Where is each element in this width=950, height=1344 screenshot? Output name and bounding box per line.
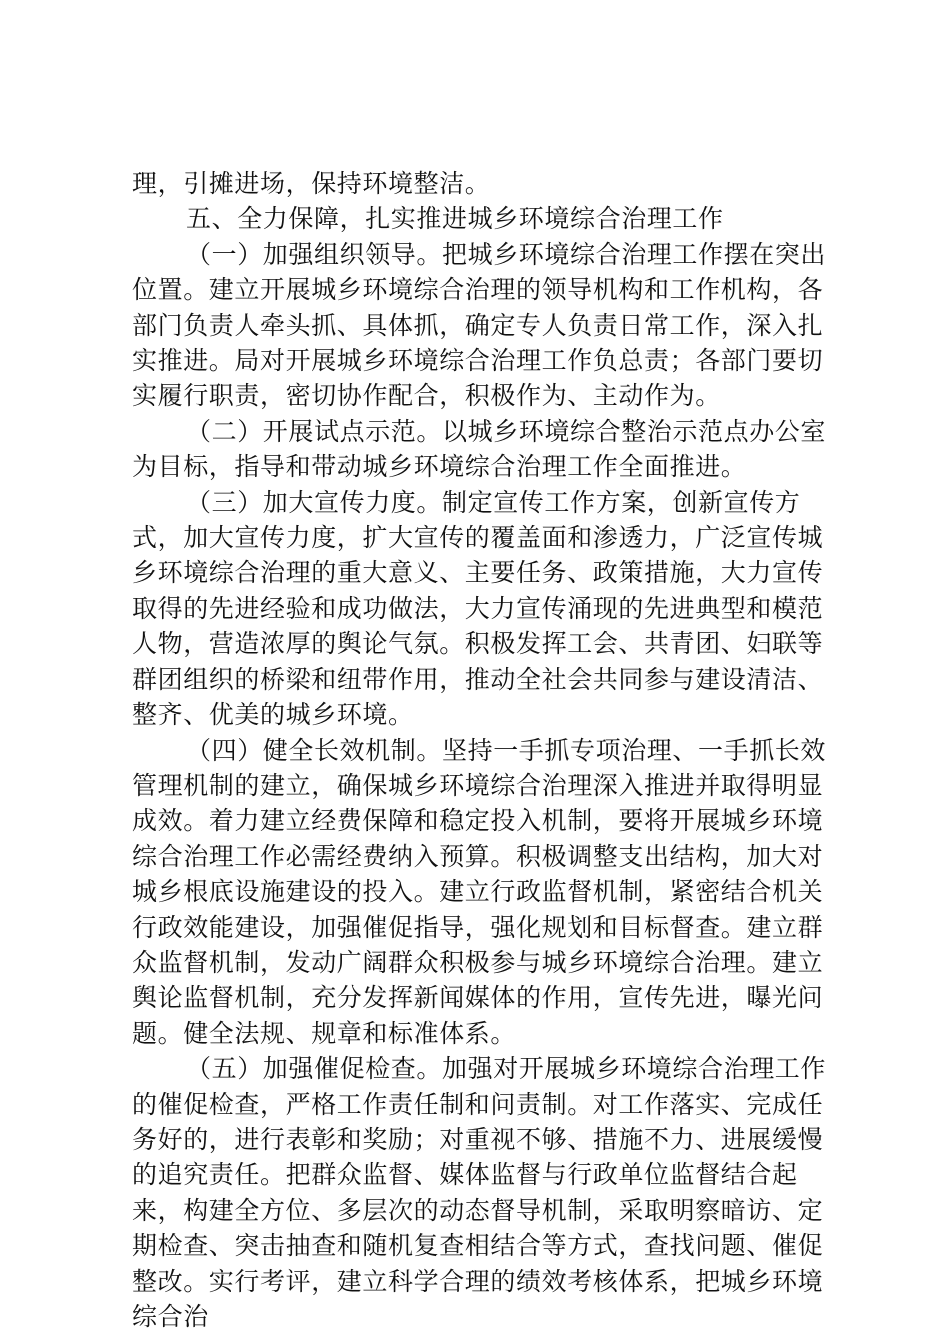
document-body (132, 166, 832, 1334)
paragraph-long-term-mechanism: （四）健全长效机制。坚持一手抓专项治理、一手抓长效管理机制的建立，确保城乡环境综合治理深入推进并取得明显成效。着力建立经费保障和稳定投入机制，要将开展城乡环境综合治理工作必需经费纳入预算。积极调整支出结构，加大对城乡根底设施建设的投入。建立行政监督机制，紧密结合机关行政效能建设，加强催促指导，强化规划和目标督查。建立群众监督机制，发动广阔群众积极参与城乡环境综合治理。建立舆论监督机制，充分发挥新闻媒体的作用，宣传先进，曝光问题。健全法规、规章和标准体系。 (132, 735, 827, 1048)
paragraph-organization-leadership: （一）加强组织领导。把城乡环境综合治理工作摆在突出位置。建立开展城乡环境综合治理的领导机构和工作机构，各部门负责人牵头抓、具体抓，确定专人负责日常工作，深入扎实推进。局对开展城乡环境综合治理工作负总责；各部门要切实履行职责，密切协作配合，积极作为、主动作为。 (132, 239, 827, 411)
paragraph-continuation: 理，引摊进场，保持环境整洁。 (132, 169, 491, 198)
paragraph-publicity: （三）加大宣传力度。制定宣传工作方案，创新宣传方式，加大宣传力度，扩大宣传的覆盖面和渗透力，广泛宣传城乡环境综合治理的重大意义、主要任务、政策措施，大力宣传取得的先进经验和成功做法，大力宣传涌现的先进典型和模范人物，营造浓厚的舆论气氛。积极发挥工会、共青团、妇联等群团组织的桥梁和纽带作用，推动全社会共同参与建设清洁、整齐、优美的城乡环境。 (132, 487, 824, 730)
section-heading: 五、全力保障，扎实推进城乡环境综合治理工作 (186, 204, 724, 234)
paragraph-pilot-demonstration: （二）开展试点示范。以城乡环境综合整治示范点办公室为目标，指导和带动城乡环境综合治理工作全面推进。 (132, 416, 827, 482)
paragraph-supervision-inspection: （五）加强催促检查。加强对开展城乡环境综合治理工作的催促检查，严格工作责任制和问责制。对工作落实、完成任务好的，进行表彰和奖励；对重视不够、措施不力、进展缓慢的追究责任。把群众监督、媒体监督与行政单位监督结合起来，构建全方位、多层次的动态督导机制，采取明察暗访、定期检查、突击抽查和随机复查相结合等方式，查找问题、催促整改。实行考评，建立科学合理的绩效考核体系，把城乡环境综合治 (132, 1054, 827, 1331)
